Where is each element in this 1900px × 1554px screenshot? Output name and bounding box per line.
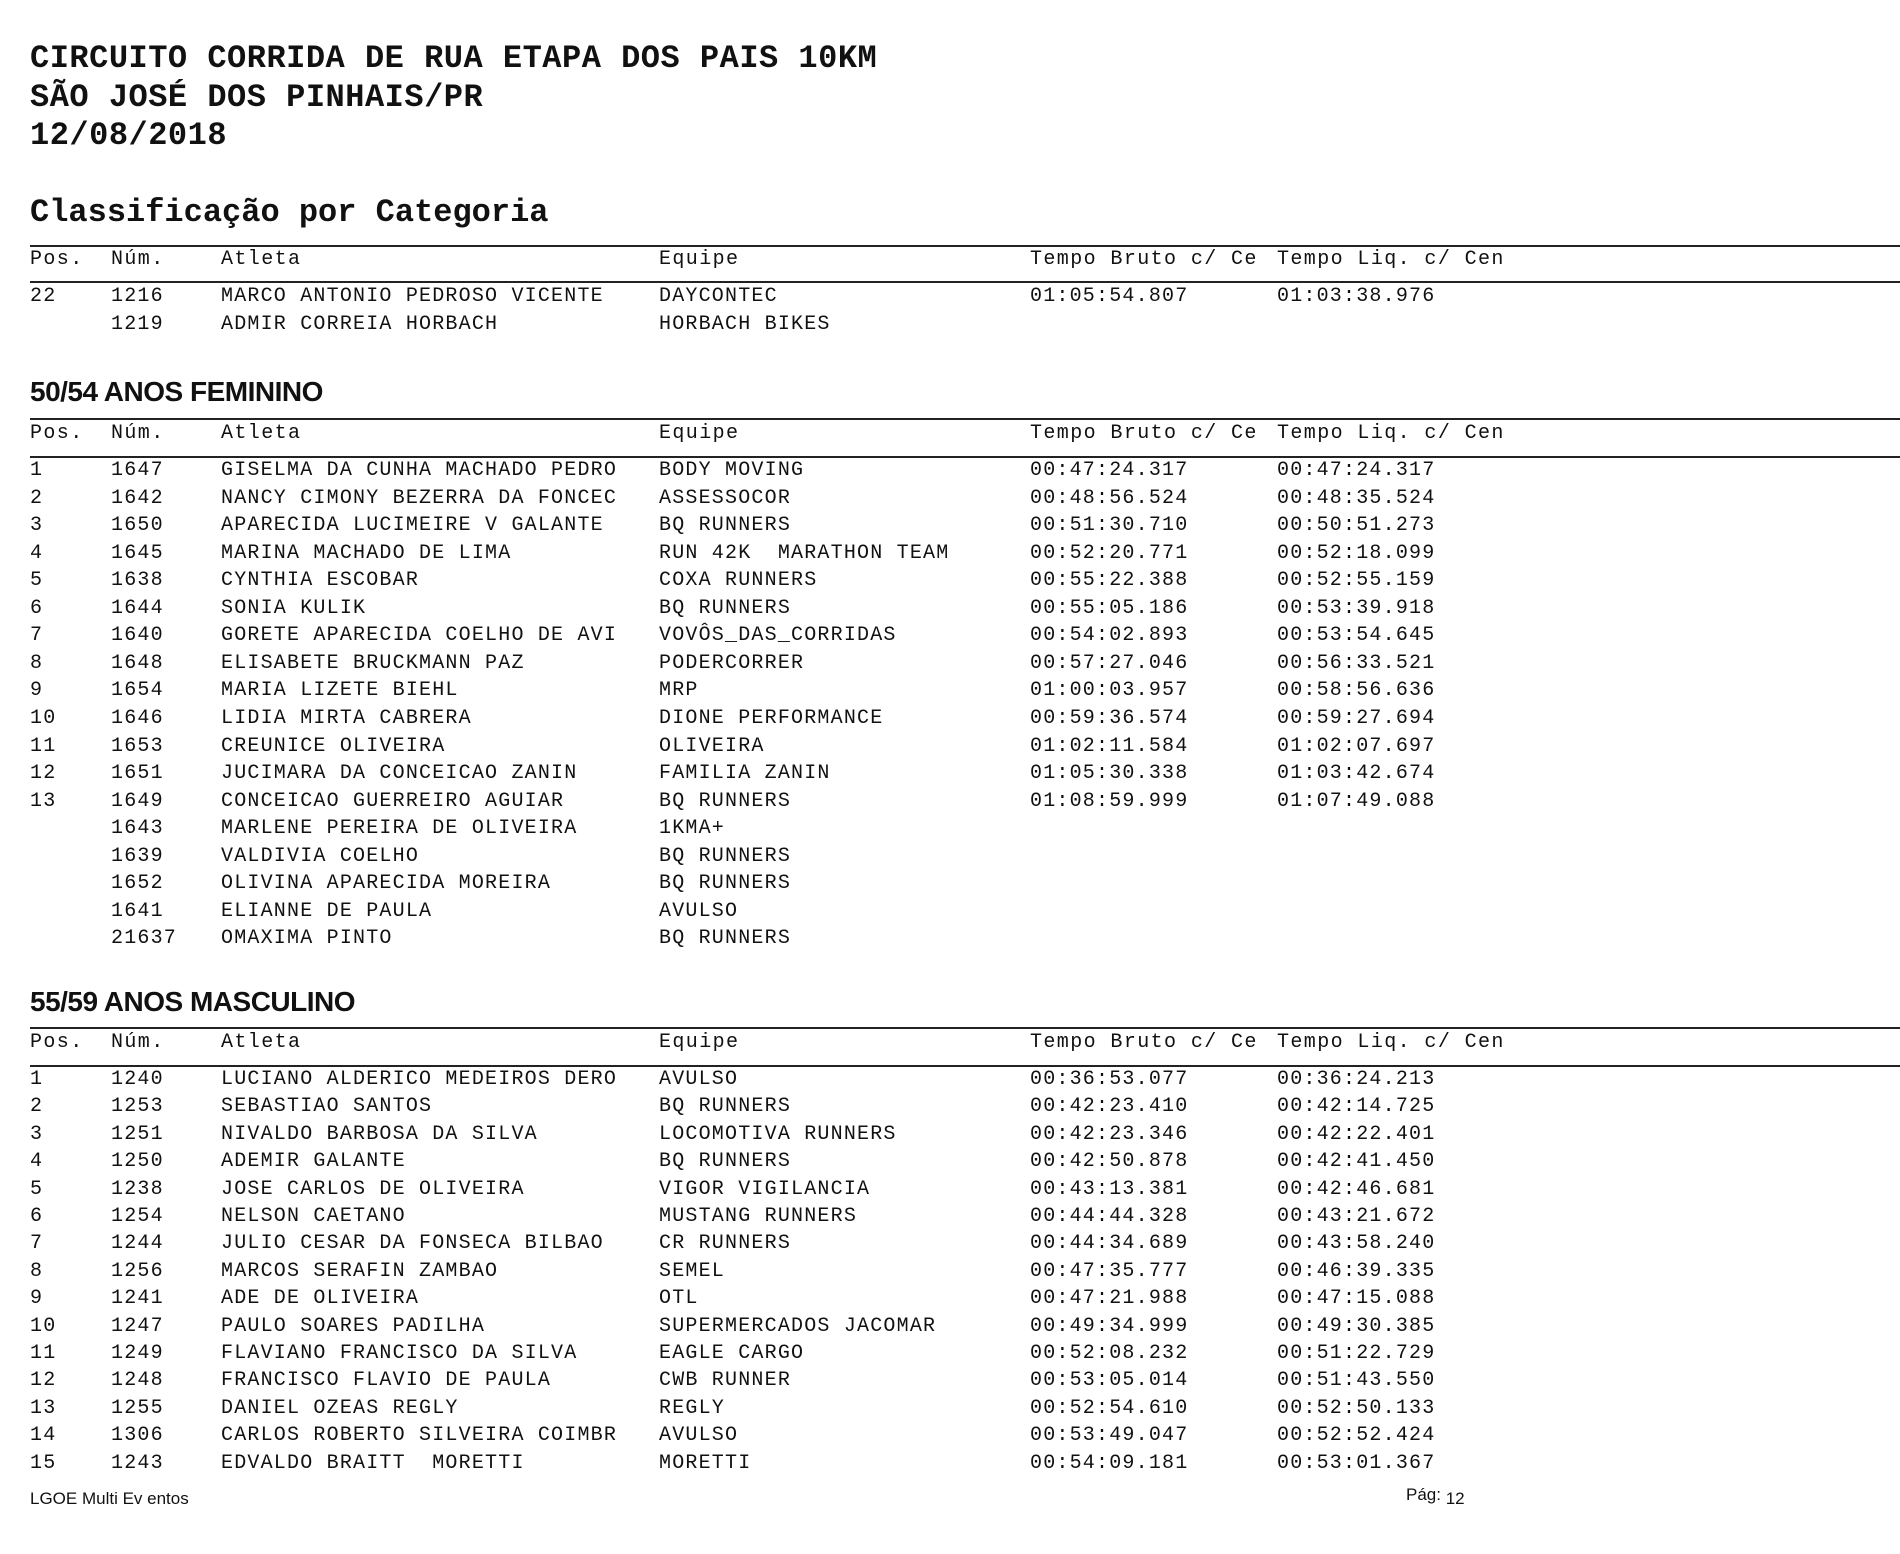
cell-bruto: 00:48:56.524	[1030, 486, 1189, 510]
table-row	[0, 870, 1900, 897]
col-num: Núm.	[111, 248, 165, 271]
cell-team: ASSESSOCOR	[659, 486, 792, 510]
cell-team: BQ RUNNERS	[659, 872, 792, 896]
cell-pos: 6	[30, 1205, 44, 1228]
cell-liq: 00:36:24.213	[1277, 1068, 1436, 1091]
cell-bruto: 00:57:27.046	[1030, 651, 1189, 675]
col-num: Núm.	[111, 1031, 165, 1054]
cell-num: 21637	[111, 927, 178, 951]
cell-liq: 00:58:56.636	[1277, 679, 1436, 703]
cell-num: 1643	[111, 817, 164, 841]
cell-athlete: CARLOS ROBERTO SILVEIRA COIMBR	[221, 1424, 618, 1448]
cell-bruto: 00:43:13.381	[1030, 1177, 1189, 1201]
cell-team: RUN 42K MARATHON TEAM	[659, 541, 950, 565]
cell-athlete: SEBASTIAO SANTOS	[221, 1095, 433, 1119]
cell-liq: 00:52:50.133	[1277, 1396, 1436, 1420]
cell-num: 1650	[111, 514, 164, 538]
cell-liq: 00:47:15.088	[1277, 1287, 1436, 1311]
table-row	[0, 1422, 1900, 1449]
cell-pos: 13	[30, 789, 57, 813]
cell-num: 1249	[111, 1342, 164, 1365]
table-row	[0, 595, 1900, 622]
cell-bruto: 01:05:54.807	[1030, 285, 1189, 308]
cell-team: OLIVEIRA	[659, 734, 765, 758]
cell-pos: 14	[30, 1424, 57, 1448]
cell-bruto: 01:08:59.999	[1030, 789, 1189, 813]
col-athlete: Atleta	[221, 1031, 302, 1054]
cell-pos: 1	[30, 1068, 44, 1091]
cell-num: 1254	[111, 1205, 164, 1228]
table-row	[0, 1148, 1900, 1175]
cell-athlete: OLIVINA APARECIDA MOREIRA	[221, 872, 552, 896]
page-label: Pág:	[1406, 1485, 1441, 1504]
cell-team: BQ RUNNERS	[659, 514, 792, 538]
col-bruto: Tempo Bruto c/ Ce	[1030, 248, 1258, 271]
cell-team: BODY MOVING	[659, 459, 805, 482]
cell-liq: 00:53:54.645	[1277, 624, 1436, 648]
cell-liq: 00:43:21.672	[1277, 1205, 1436, 1228]
cell-pos: 7	[30, 624, 44, 648]
cell-athlete: GORETE APARECIDA COELHO DE AVI	[221, 624, 618, 648]
cell-liq: 01:07:49.088	[1277, 789, 1436, 813]
cell-liq: 00:50:51.273	[1277, 514, 1436, 538]
cell-liq: 00:51:22.729	[1277, 1342, 1436, 1365]
table-row	[0, 1450, 1900, 1477]
cell-pos: 22	[30, 285, 57, 308]
cell-num: 1216	[111, 285, 164, 308]
cell-num: 1244	[111, 1232, 164, 1256]
table-row	[0, 1395, 1900, 1422]
cell-pos: 12	[30, 1369, 57, 1393]
cell-num: 1642	[111, 486, 164, 510]
column-header-row	[0, 420, 1900, 447]
cell-team: COXA RUNNERS	[659, 569, 818, 593]
cell-pos: 5	[30, 1177, 44, 1201]
cell-num: 1645	[111, 541, 164, 565]
table-row	[0, 788, 1900, 815]
cell-team: EAGLE CARGO	[659, 1342, 805, 1365]
cell-num: 1638	[111, 569, 164, 593]
cell-athlete: NIVALDO BARBOSA DA SILVA	[221, 1122, 538, 1146]
table-row	[0, 311, 1900, 338]
cell-athlete: FRANCISCO FLAVIO DE PAULA	[221, 1369, 552, 1393]
report-subtitle: Classificação por Categoria	[30, 194, 549, 231]
event-location: SÃO JOSÉ DOS PINHAIS/PR	[30, 79, 484, 116]
col-athlete: Atleta	[221, 422, 302, 445]
cell-bruto: 00:47:35.777	[1030, 1259, 1189, 1283]
column-header-row	[0, 246, 1900, 273]
cell-athlete: MARCOS SERAFIN ZAMBAO	[221, 1259, 499, 1283]
cell-team: MRP	[659, 679, 699, 703]
cell-team: BQ RUNNERS	[659, 789, 792, 813]
cell-team: BQ RUNNERS	[659, 1150, 792, 1174]
cell-bruto: 00:49:34.999	[1030, 1314, 1189, 1338]
cell-athlete: OMAXIMA PINTO	[221, 927, 393, 951]
footer-page	[1406, 1485, 1465, 1508]
cell-num: 1654	[111, 679, 164, 703]
col-liq: Tempo Liq. c/ Cen	[1277, 1031, 1505, 1054]
cell-pos: 2	[30, 1095, 44, 1119]
cell-athlete: EDVALDO BRAITT MORETTI	[221, 1451, 525, 1475]
cell-num: 1652	[111, 872, 164, 896]
cell-athlete: PAULO SOARES PADILHA	[221, 1314, 486, 1338]
table-row	[0, 283, 1900, 310]
cell-num: 1646	[111, 706, 164, 730]
cell-num: 1241	[111, 1287, 164, 1311]
cell-athlete: VALDIVIA COELHO	[221, 844, 420, 868]
table-row	[0, 1313, 1900, 1340]
cell-team: MUSTANG RUNNERS	[659, 1205, 858, 1228]
cell-bruto: 00:55:05.186	[1030, 596, 1189, 620]
table-row	[0, 733, 1900, 760]
cell-athlete: LIDIA MIRTA CABRERA	[221, 706, 472, 730]
table-row	[0, 567, 1900, 594]
cell-bruto: 00:54:09.181	[1030, 1451, 1189, 1475]
cell-team: FAMILIA ZANIN	[659, 762, 831, 786]
cell-num: 1644	[111, 596, 164, 620]
col-num: Núm.	[111, 422, 165, 445]
table-row	[0, 898, 1900, 925]
table-row	[0, 1093, 1900, 1120]
cell-athlete: CREUNICE OLIVEIRA	[221, 734, 446, 758]
cell-liq: 00:52:18.099	[1277, 541, 1436, 565]
cell-bruto: 00:52:20.771	[1030, 541, 1189, 565]
cell-athlete: CONCEICAO GUERREIRO AGUIAR	[221, 789, 565, 813]
table-row	[0, 843, 1900, 870]
cell-liq: 00:42:22.401	[1277, 1122, 1436, 1146]
cell-liq: 00:42:14.725	[1277, 1095, 1436, 1119]
table-row	[0, 540, 1900, 567]
cell-bruto: 00:42:23.410	[1030, 1095, 1189, 1119]
cell-athlete: MARCO ANTONIO PEDROSO VICENTE	[221, 285, 604, 308]
cell-team: REGLY	[659, 1396, 726, 1420]
table-row	[0, 1340, 1900, 1367]
cell-bruto: 01:02:11.584	[1030, 734, 1189, 758]
cell-team: VIGOR VIGILANCIA	[659, 1177, 871, 1201]
table-row	[0, 650, 1900, 677]
cell-liq: 01:03:42.674	[1277, 762, 1436, 786]
cell-liq: 00:53:01.367	[1277, 1451, 1436, 1475]
table-row	[0, 677, 1900, 704]
col-pos: Pos.	[30, 422, 84, 445]
cell-liq: 00:43:58.240	[1277, 1232, 1436, 1256]
cell-liq: 00:59:27.694	[1277, 706, 1436, 730]
cell-liq: 01:02:07.697	[1277, 734, 1436, 758]
cell-team: AVULSO	[659, 1424, 739, 1448]
cell-bruto: 00:55:22.388	[1030, 569, 1189, 593]
cell-pos: 10	[30, 1314, 57, 1338]
cell-team: DAYCONTEC	[659, 285, 778, 308]
table-row	[0, 1230, 1900, 1257]
cell-pos: 13	[30, 1396, 57, 1420]
cell-num: 1648	[111, 651, 164, 675]
cell-team: 1KMA+	[659, 817, 726, 841]
cell-team: PODERCORRER	[659, 651, 805, 675]
table-row	[0, 1367, 1900, 1394]
cell-pos: 4	[30, 541, 44, 565]
cell-athlete: MARIA LIZETE BIEHL	[221, 679, 459, 703]
cell-bruto: 00:47:24.317	[1030, 459, 1189, 482]
cell-liq: 00:56:33.521	[1277, 651, 1436, 675]
cell-num: 1253	[111, 1095, 164, 1119]
cell-athlete: NANCY CIMONY BEZERRA DA FONCEC	[221, 486, 618, 510]
cell-num: 1306	[111, 1424, 164, 1448]
cell-num: 1248	[111, 1369, 164, 1393]
col-liq: Tempo Liq. c/ Cen	[1277, 248, 1505, 271]
cell-team: OTL	[659, 1287, 699, 1311]
cell-bruto: 00:59:36.574	[1030, 706, 1189, 730]
cell-num: 1250	[111, 1150, 164, 1174]
cell-team: SEMEL	[659, 1259, 726, 1283]
cell-team: LOCOMOTIVA RUNNERS	[659, 1122, 897, 1146]
cell-pos: 6	[30, 596, 44, 620]
cell-pos: 10	[30, 706, 57, 730]
cell-num: 1653	[111, 734, 164, 758]
cell-liq: 00:51:43.550	[1277, 1369, 1436, 1393]
table-row	[0, 760, 1900, 787]
cell-athlete: ADMIR CORREIA HORBACH	[221, 312, 499, 336]
cell-team: BQ RUNNERS	[659, 844, 792, 868]
cell-team: BQ RUNNERS	[659, 927, 792, 951]
cell-num: 1641	[111, 899, 164, 923]
col-bruto: Tempo Bruto c/ Ce	[1030, 422, 1258, 445]
table-row	[0, 1121, 1900, 1148]
cell-bruto: 00:53:05.014	[1030, 1369, 1189, 1393]
cell-pos: 3	[30, 1122, 44, 1146]
cell-pos: 7	[30, 1232, 44, 1256]
cell-team: AVULSO	[659, 899, 739, 923]
cell-team: BQ RUNNERS	[659, 596, 792, 620]
cell-athlete: ELISABETE BRUCKMANN PAZ	[221, 651, 525, 675]
cell-pos: 8	[30, 651, 44, 675]
cell-num: 1647	[111, 459, 164, 482]
cell-bruto: 00:52:54.610	[1030, 1396, 1189, 1420]
table-row	[0, 457, 1900, 484]
cell-athlete: LUCIANO ALDERICO MEDEIROS DERO	[221, 1068, 618, 1091]
cell-pos: 9	[30, 1287, 44, 1311]
cell-athlete: MARINA MACHADO DE LIMA	[221, 541, 512, 565]
cell-pos: 12	[30, 762, 57, 786]
col-pos: Pos.	[30, 1031, 84, 1054]
table-row	[0, 815, 1900, 842]
cell-athlete: NELSON CAETANO	[221, 1205, 406, 1228]
category-title: 50/54 ANOS FEMININO	[30, 376, 323, 407]
cell-bruto: 00:54:02.893	[1030, 624, 1189, 648]
col-athlete: Atleta	[221, 248, 302, 271]
cell-num: 1251	[111, 1122, 164, 1146]
cell-num: 1649	[111, 789, 164, 813]
col-liq: Tempo Liq. c/ Cen	[1277, 422, 1505, 445]
cell-num: 1255	[111, 1396, 164, 1420]
cell-pos: 8	[30, 1259, 44, 1283]
cell-team: AVULSO	[659, 1068, 739, 1091]
cell-bruto: 00:51:30.710	[1030, 514, 1189, 538]
cell-pos: 3	[30, 514, 44, 538]
cell-num: 1240	[111, 1068, 164, 1091]
cell-liq: 01:03:38.976	[1277, 285, 1436, 308]
cell-athlete: JOSE CARLOS DE OLIVEIRA	[221, 1177, 525, 1201]
cell-team: BQ RUNNERS	[659, 1095, 792, 1119]
table-row	[0, 1258, 1900, 1285]
col-team: Equipe	[659, 248, 740, 271]
table-row	[0, 622, 1900, 649]
cell-liq: 00:46:39.335	[1277, 1259, 1436, 1283]
table-row	[0, 485, 1900, 512]
cell-pos: 1	[30, 459, 44, 482]
cell-bruto: 00:42:23.346	[1030, 1122, 1189, 1146]
cell-team: MORETTI	[659, 1451, 752, 1475]
col-bruto: Tempo Bruto c/ Ce	[1030, 1031, 1258, 1054]
cell-bruto: 01:00:03.957	[1030, 679, 1189, 703]
table-row	[0, 1066, 1900, 1093]
cell-bruto: 00:47:21.988	[1030, 1287, 1189, 1311]
cell-team: SUPERMERCADOS JACOMAR	[659, 1314, 937, 1338]
cell-liq: 00:42:41.450	[1277, 1150, 1436, 1174]
cell-pos: 4	[30, 1150, 44, 1174]
cell-num: 1247	[111, 1314, 164, 1338]
cell-team: DIONE PERFORMANCE	[659, 706, 884, 730]
cell-liq: 00:52:52.424	[1277, 1424, 1436, 1448]
cell-num: 1243	[111, 1451, 164, 1475]
cell-team: HORBACH BIKES	[659, 312, 831, 336]
cell-bruto: 00:44:44.328	[1030, 1205, 1189, 1228]
cell-team: VOVÔS_DAS_CORRIDAS	[659, 624, 897, 648]
cell-pos: 11	[30, 1342, 57, 1365]
cell-athlete: CYNTHIA ESCOBAR	[221, 569, 420, 593]
table-row	[0, 705, 1900, 732]
table-row	[0, 1176, 1900, 1203]
cell-bruto: 00:36:53.077	[1030, 1068, 1189, 1091]
cell-pos: 2	[30, 486, 44, 510]
cell-athlete: APARECIDA LUCIMEIRE V GALANTE	[221, 514, 604, 538]
cell-pos: 9	[30, 679, 44, 703]
cell-num: 1639	[111, 844, 164, 868]
cell-athlete: ADE DE OLIVEIRA	[221, 1287, 420, 1311]
event-date: 12/08/2018	[30, 117, 228, 154]
cell-liq: 00:48:35.524	[1277, 486, 1436, 510]
cell-bruto: 01:05:30.338	[1030, 762, 1189, 786]
cell-pos: 11	[30, 734, 57, 758]
footer-organizer: LGOE Multi Ev entos	[30, 1489, 189, 1508]
cell-athlete: JULIO CESAR DA FONSECA BILBAO	[221, 1232, 604, 1256]
cell-bruto: 00:52:08.232	[1030, 1342, 1189, 1365]
event-title: CIRCUITO CORRIDA DE RUA ETAPA DOS PAIS 10KM	[30, 40, 878, 77]
cell-liq: 00:47:24.317	[1277, 459, 1436, 482]
cell-athlete: DANIEL OZEAS REGLY	[221, 1396, 459, 1420]
cell-athlete: ADEMIR GALANTE	[221, 1150, 406, 1174]
col-pos: Pos.	[30, 248, 84, 271]
cell-num: 1256	[111, 1259, 164, 1283]
cell-athlete: MARLENE PEREIRA DE OLIVEIRA	[221, 817, 578, 841]
table-row	[0, 925, 1900, 952]
cell-team: CR RUNNERS	[659, 1232, 792, 1256]
cell-bruto: 00:42:50.878	[1030, 1150, 1189, 1174]
cell-athlete: GISELMA DA CUNHA MACHADO PEDRO	[221, 459, 618, 482]
column-header-row	[0, 1029, 1900, 1056]
table-row	[0, 1285, 1900, 1312]
cell-athlete: ELIANNE DE PAULA	[221, 899, 433, 923]
table-row	[0, 1203, 1900, 1230]
cell-num: 1651	[111, 762, 164, 786]
cell-athlete: SONIA KULIK	[221, 596, 367, 620]
cell-pos: 15	[30, 1451, 57, 1475]
cell-num: 1238	[111, 1177, 164, 1201]
cell-liq: 00:49:30.385	[1277, 1314, 1436, 1338]
cell-liq: 00:53:39.918	[1277, 596, 1436, 620]
cell-bruto: 00:53:49.047	[1030, 1424, 1189, 1448]
cell-team: CWB RUNNER	[659, 1369, 792, 1393]
cell-num: 1219	[111, 312, 164, 336]
cell-num: 1640	[111, 624, 164, 648]
cell-liq: 00:52:55.159	[1277, 569, 1436, 593]
cell-athlete: FLAVIANO FRANCISCO DA SILVA	[221, 1342, 578, 1365]
cell-athlete: JUCIMARA DA CONCEICAO ZANIN	[221, 762, 578, 786]
category-title: 55/59 ANOS MASCULINO	[30, 986, 356, 1017]
cell-pos: 5	[30, 569, 44, 593]
cell-bruto: 00:44:34.689	[1030, 1232, 1189, 1256]
cell-liq: 00:42:46.681	[1277, 1177, 1436, 1201]
table-row	[0, 512, 1900, 539]
page-number: 12	[1445, 1489, 1465, 1508]
col-team: Equipe	[659, 1031, 740, 1054]
col-team: Equipe	[659, 422, 740, 445]
